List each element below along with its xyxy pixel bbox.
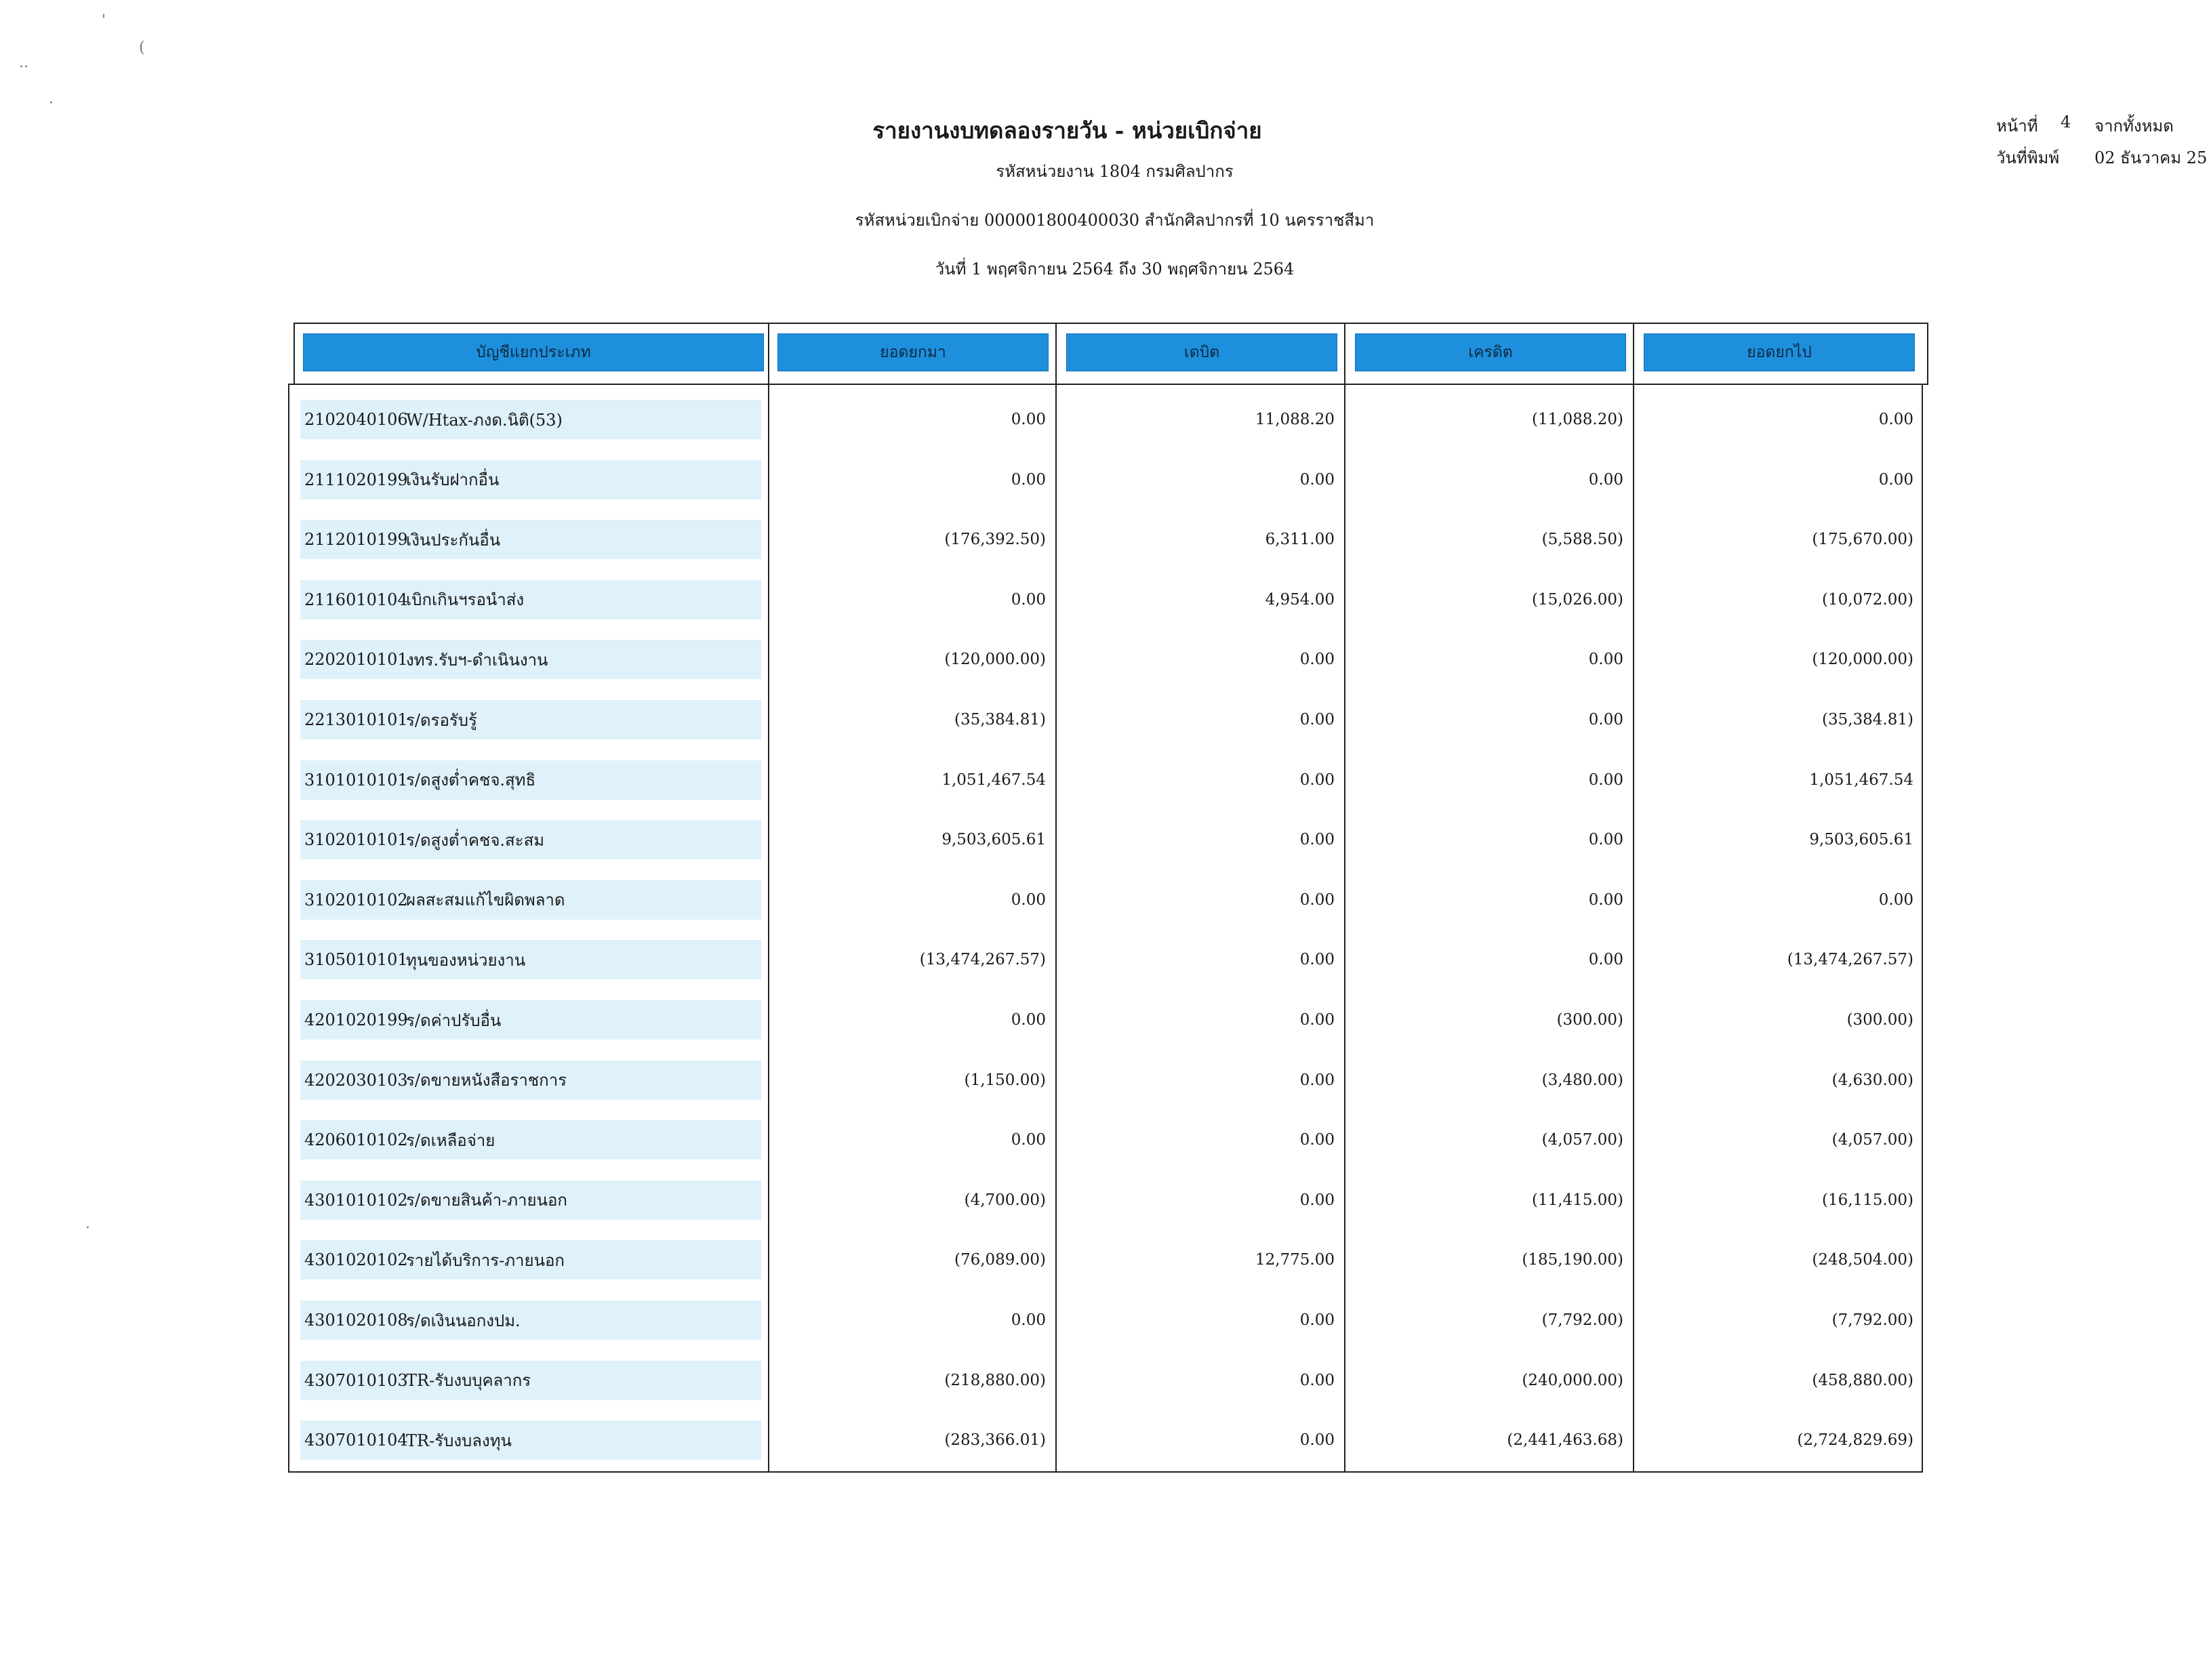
opening-amount: (283,366.01)	[944, 1431, 1046, 1450]
account-code: 4202030103	[304, 1070, 408, 1090]
account-name: ร/ดสูงต่ำคชจ.สะสม	[406, 830, 545, 850]
debit-amount: 0.00	[1299, 651, 1335, 669]
opening-amount: 0.00	[1011, 411, 1046, 428]
account-code: 2102040106	[304, 410, 408, 429]
page-label: หน้าที่	[1996, 117, 2038, 136]
table-row	[288, 1120, 1928, 1160]
table-row	[288, 1240, 1928, 1279]
account-code: 3102010102	[304, 890, 408, 909]
debit-amount: 0.00	[1299, 1191, 1335, 1209]
account-code: 3101010101	[304, 770, 408, 790]
table-row	[288, 1420, 1928, 1460]
closing-amount: 0.00	[1878, 470, 1913, 489]
col-header-account: บัญชีแยกประเภท	[303, 333, 764, 371]
credit-amount: 0.00	[1588, 831, 1623, 849]
table-row	[288, 1361, 1928, 1400]
col-header-debit: เดบิต	[1066, 333, 1337, 371]
opening-amount: 0.00	[1011, 1131, 1046, 1149]
debit-amount: 0.00	[1299, 890, 1335, 909]
opening-amount: (4,700.00)	[964, 1191, 1046, 1209]
debit-amount: 0.00	[1299, 831, 1335, 849]
account-cell	[300, 1181, 761, 1220]
closing-amount: (248,504.00)	[1812, 1251, 1913, 1269]
account-code: 2213010101	[304, 710, 408, 729]
debit-amount: 12,775.00	[1255, 1251, 1335, 1269]
closing-amount: (16,115.00)	[1821, 1191, 1913, 1209]
table-row	[288, 820, 1928, 859]
scan-speck: (	[139, 39, 145, 56]
col-header-closing: ยอดยกไป	[1644, 333, 1915, 371]
closing-amount: (300.00)	[1846, 1011, 1913, 1029]
account-code: 3102010101	[304, 830, 408, 850]
account-name: งทร.รับฯ-ดำเนินงาน	[406, 650, 548, 670]
closing-amount: (2,724,829.69)	[1797, 1431, 1913, 1450]
account-cell	[300, 520, 761, 559]
debit-amount: 0.00	[1299, 1071, 1335, 1089]
credit-amount: (5,588.50)	[1541, 531, 1623, 549]
disbursing-unit-line: รหัสหน่วยเบิกจ่าย 000001800400030 สำนักศิลปากรที่ 10 นครราชสีมา	[855, 211, 1375, 230]
closing-amount: 0.00	[1878, 890, 1913, 909]
table-row	[288, 400, 1928, 439]
credit-amount: (15,026.00)	[1531, 590, 1623, 609]
account-name: TR-รับงบลงทุน	[406, 1431, 512, 1450]
account-name: ร/ดเหลือจ่าย	[406, 1130, 495, 1150]
account-code: 3105010101	[304, 950, 408, 970]
debit-amount: 0.00	[1299, 470, 1335, 489]
closing-amount: (4,630.00)	[1831, 1071, 1913, 1089]
credit-amount: (240,000.00)	[1522, 1371, 1623, 1389]
page-info	[1996, 112, 2189, 136]
scan-speck: ·	[49, 95, 54, 112]
closing-amount: 9,503,605.61	[1809, 831, 1913, 849]
print-date-label: วันที่พิมพ์	[1996, 148, 2060, 167]
table-row	[288, 1181, 1928, 1220]
opening-amount: (13,474,267.57)	[919, 951, 1046, 969]
account-cell	[300, 1240, 761, 1279]
account-name: ร/ดรอรับรู้	[406, 710, 477, 730]
account-code: 2116010104	[304, 590, 408, 609]
scan-speck: ·	[85, 1220, 90, 1237]
closing-amount: (35,384.81)	[1821, 711, 1913, 729]
account-code: 4301020102	[304, 1250, 408, 1270]
account-cell	[300, 1300, 761, 1340]
scan-speck: ..	[19, 54, 28, 71]
credit-amount: (3,480.00)	[1541, 1071, 1623, 1089]
debit-amount: 0.00	[1299, 951, 1335, 969]
account-name: เงินรับฝากอื่น	[406, 470, 500, 490]
account-cell	[300, 940, 761, 979]
col-header-credit: เครดิต	[1355, 333, 1626, 371]
opening-amount: 0.00	[1011, 890, 1046, 909]
report-title: รายงานงบทดลองรายวัน - หน่วยเบิกจ่าย	[872, 117, 1262, 144]
account-cell	[300, 460, 761, 499]
account-name: ร/ดสูงต่ำคชจ.สุทธิ	[406, 771, 536, 790]
account-name: ร/ดเงินนอกงปม.	[406, 1311, 521, 1330]
account-code: 4307010104	[304, 1431, 408, 1450]
credit-amount: 0.00	[1588, 470, 1623, 489]
account-code: 2202010101	[304, 650, 408, 670]
debit-amount: 11,088.20	[1255, 411, 1335, 428]
credit-amount: (4,057.00)	[1541, 1131, 1623, 1149]
closing-amount: 0.00	[1878, 411, 1913, 428]
opening-amount: (35,384.81)	[954, 711, 1046, 729]
account-code: 2111020199	[304, 470, 408, 489]
account-cell	[300, 1361, 761, 1400]
opening-amount: 0.00	[1011, 470, 1046, 489]
period-line: วันที่ 1 พฤศจิกายน 2564 ถึง 30 พฤศจิกายน 2564	[935, 260, 1295, 279]
table-row	[288, 700, 1928, 739]
debit-amount: 0.00	[1299, 1131, 1335, 1149]
account-name: เงินประกันอื่น	[406, 530, 501, 550]
account-name: รายได้บริการ-ภายนอก	[406, 1250, 565, 1270]
credit-amount: 0.00	[1588, 890, 1623, 909]
print-date: 02 ธันวาคม 25	[2094, 148, 2208, 167]
account-cell	[300, 820, 761, 859]
credit-amount: (7,792.00)	[1541, 1311, 1623, 1329]
credit-amount: (11,088.20)	[1531, 411, 1623, 428]
table-row	[288, 760, 1928, 800]
table-row	[288, 640, 1928, 679]
account-cell	[300, 760, 761, 800]
page-total-label: จากทั้งหมด	[2094, 117, 2174, 136]
credit-amount: (300.00)	[1556, 1011, 1623, 1029]
account-cell	[300, 400, 761, 439]
credit-amount: 0.00	[1588, 951, 1623, 969]
credit-amount: (2,441,463.68)	[1507, 1431, 1623, 1450]
table-row	[288, 1061, 1928, 1100]
account-code: 2112010199	[304, 530, 408, 550]
table-row	[288, 940, 1928, 979]
account-cell	[300, 580, 761, 619]
debit-amount: 0.00	[1299, 1371, 1335, 1389]
account-cell	[300, 1420, 761, 1460]
account-code: 4307010103	[304, 1370, 408, 1390]
account-name: ทุนของหน่วยงาน	[406, 950, 526, 970]
closing-amount: (7,792.00)	[1831, 1311, 1913, 1329]
account-cell	[300, 1061, 761, 1100]
opening-amount: 0.00	[1011, 1011, 1046, 1029]
table-row	[288, 880, 1928, 920]
account-code: 4206010102	[304, 1130, 408, 1150]
debit-amount: 0.00	[1299, 711, 1335, 729]
closing-amount: (458,880.00)	[1812, 1371, 1913, 1389]
debit-amount: 0.00	[1299, 771, 1335, 789]
page-number: 4	[2061, 112, 2071, 131]
opening-amount: 0.00	[1011, 590, 1046, 609]
agency-line: รหัสหน่วยงาน 1804 กรมศิลปากร	[996, 162, 1234, 181]
table-row	[288, 520, 1928, 559]
debit-amount: 0.00	[1299, 1431, 1335, 1450]
col-header-opening: ยอดยกมา	[777, 333, 1049, 371]
table-row	[288, 460, 1928, 499]
closing-amount: (4,057.00)	[1831, 1131, 1913, 1149]
account-name: W/Htax-ภงด.นิติ(53)	[406, 410, 563, 430]
closing-amount: (10,072.00)	[1821, 590, 1913, 609]
account-cell	[300, 640, 761, 679]
debit-amount: 4,954.00	[1265, 590, 1335, 609]
credit-amount: (11,415.00)	[1531, 1191, 1623, 1209]
account-code: 4301010102	[304, 1190, 408, 1210]
closing-amount: (120,000.00)	[1812, 651, 1913, 669]
opening-amount: (1,150.00)	[964, 1071, 1046, 1089]
credit-amount: (185,190.00)	[1522, 1251, 1623, 1269]
account-cell	[300, 700, 761, 739]
credit-amount: 0.00	[1588, 651, 1623, 669]
account-code: 4201020199	[304, 1010, 408, 1029]
debit-amount: 0.00	[1299, 1011, 1335, 1029]
opening-amount: (76,089.00)	[954, 1251, 1046, 1269]
account-name: ผลสะสมแก้ไขผิดพลาด	[406, 890, 565, 910]
closing-amount: (13,474,267.57)	[1787, 951, 1913, 969]
print-date-info	[1996, 144, 2208, 167]
opening-amount: (218,880.00)	[944, 1371, 1046, 1389]
credit-amount: 0.00	[1588, 771, 1623, 789]
opening-amount: (176,392.50)	[944, 531, 1046, 549]
scan-speck: '	[102, 12, 106, 29]
account-cell	[300, 880, 761, 920]
account-name: ร/ดขายสินค้า-ภายนอก	[406, 1191, 567, 1210]
credit-amount: 0.00	[1588, 711, 1623, 729]
closing-amount: 1,051,467.54	[1809, 771, 1913, 789]
table-row	[288, 1300, 1928, 1340]
debit-amount: 0.00	[1299, 1311, 1335, 1329]
account-cell	[300, 1120, 761, 1160]
account-code: 4301020108	[304, 1311, 408, 1330]
table-row	[288, 1000, 1928, 1040]
account-name: TR-รับงบบุคลากร	[406, 1371, 531, 1391]
opening-amount: 0.00	[1011, 1311, 1046, 1329]
table-row	[288, 580, 1928, 619]
opening-amount: 9,503,605.61	[941, 831, 1046, 849]
account-cell	[300, 1000, 761, 1040]
account-name: เบิกเกินฯรอนำส่ง	[406, 590, 525, 610]
trial-balance-table	[288, 323, 1928, 1473]
opening-amount: 1,051,467.54	[941, 771, 1046, 789]
debit-amount: 6,311.00	[1265, 531, 1335, 549]
opening-amount: (120,000.00)	[944, 651, 1046, 669]
account-name: ร/ดค่าปรับอื่น	[406, 1010, 502, 1030]
closing-amount: (175,670.00)	[1812, 531, 1913, 549]
account-name: ร/ดขายหนังสือราชการ	[406, 1071, 567, 1090]
